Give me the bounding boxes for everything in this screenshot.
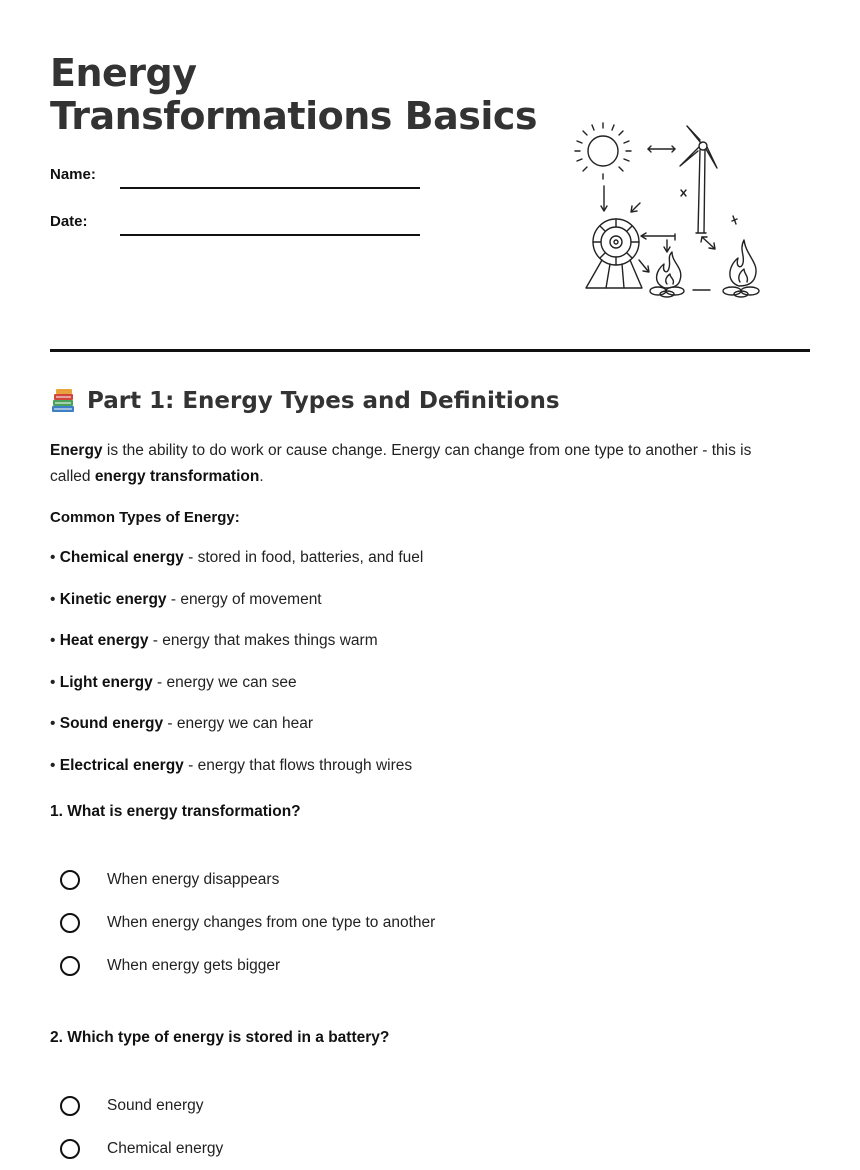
answer-label: When energy gets bigger xyxy=(107,956,281,974)
energy-type-desc: - energy that flows through wires xyxy=(183,756,413,774)
intro-text-2: . xyxy=(259,468,264,485)
answer-label: When energy changes from one type to another xyxy=(107,913,436,931)
answer-label: Chemical energy xyxy=(107,1139,224,1157)
name-field[interactable] xyxy=(50,166,420,196)
energy-type-desc: - energy of movement xyxy=(166,590,322,608)
answer-label: Sound energy xyxy=(107,1096,204,1114)
question-2 xyxy=(50,1029,790,1157)
header-divider xyxy=(50,349,810,352)
intro-term-2: energy transformation xyxy=(94,468,260,485)
name-line[interactable] xyxy=(120,187,420,189)
energy-type-item: • Sound energy - energy we can hear xyxy=(50,715,314,733)
energy-types-list xyxy=(50,549,423,799)
radio-button[interactable] xyxy=(60,1096,80,1116)
date-label: Date: xyxy=(50,213,88,230)
radio-button[interactable] xyxy=(60,913,80,933)
energy-type-item: • Light energy - energy we can see xyxy=(50,673,297,691)
intro-text-1: is the ability to do work or cause change. Energy can change from one type to another - this is called xyxy=(50,442,752,485)
question-text: 1. What is energy transformation? xyxy=(50,803,301,820)
date-line[interactable] xyxy=(120,234,420,236)
date-field[interactable] xyxy=(50,213,420,243)
energy-transformation-sketch-icon xyxy=(572,118,772,308)
answer-options xyxy=(60,1084,223,1170)
question-text: 2. Which type of energy is stored in a battery? xyxy=(50,1029,390,1046)
answer-label: When energy disappears xyxy=(107,870,280,888)
energy-type-name: Electrical energy xyxy=(59,756,184,774)
answer-option[interactable] xyxy=(60,901,435,944)
section-title-text: Part 1: Energy Types and Definitions xyxy=(87,388,560,414)
books-icon xyxy=(50,388,76,414)
energy-type-desc: - energy we can see xyxy=(152,673,297,691)
answer-option[interactable] xyxy=(60,1084,223,1127)
answer-option[interactable] xyxy=(60,944,435,987)
radio-button[interactable] xyxy=(60,956,80,976)
energy-type-name: Light energy xyxy=(59,673,153,691)
intro-term: Energy xyxy=(50,442,103,459)
section-title-part1 xyxy=(50,388,560,414)
energy-type-desc: - stored in food, batteries, and fuel xyxy=(183,549,424,566)
energy-type-name: Heat energy xyxy=(59,632,149,650)
energy-type-name: Chemical energy xyxy=(59,549,184,566)
answer-option[interactable] xyxy=(60,1127,223,1170)
radio-button[interactable] xyxy=(60,1139,80,1159)
question-1 xyxy=(50,803,790,974)
answer-options xyxy=(60,858,435,987)
page-title: Energy Transformations Basics xyxy=(50,51,538,138)
intro-paragraph xyxy=(50,438,790,490)
energy-type-name: Sound energy xyxy=(59,715,164,733)
energy-type-desc: - energy we can hear xyxy=(163,715,314,733)
answer-option[interactable] xyxy=(60,858,435,901)
energy-type-name: Kinetic energy xyxy=(59,590,167,608)
name-label: Name: xyxy=(50,166,96,183)
energy-type-desc: - energy that makes things warm xyxy=(148,632,378,650)
energy-type-item: • Electrical energy - energy that flows through wires xyxy=(50,756,413,774)
radio-button[interactable] xyxy=(60,870,80,890)
types-heading: Common Types of Energy: xyxy=(50,509,240,526)
energy-type-item: • Heat energy - energy that makes things warm xyxy=(50,632,378,650)
energy-type-item: • Chemical energy - stored in food, batteries, and fuel xyxy=(50,549,424,566)
energy-type-item: • Kinetic energy - energy of movement xyxy=(50,590,322,608)
